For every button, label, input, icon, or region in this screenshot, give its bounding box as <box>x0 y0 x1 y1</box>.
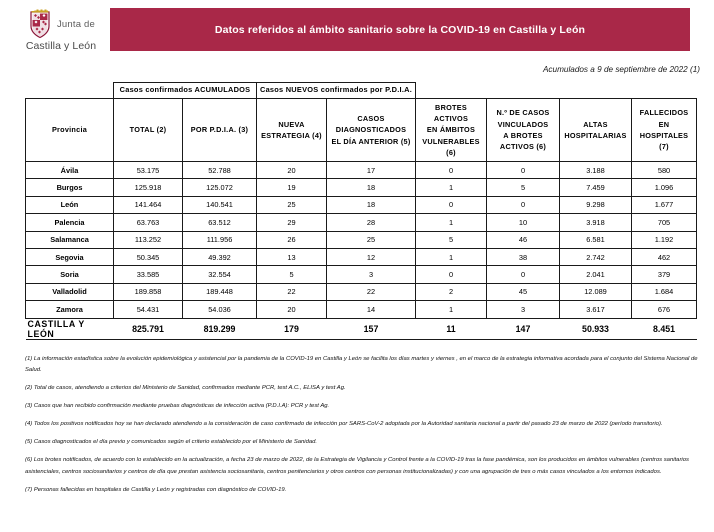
column-header-diagnosticados <box>327 99 416 162</box>
table-cell-total: 63.763 <box>114 214 183 231</box>
column-header-brotes-line-1: BROTES <box>435 102 467 112</box>
table-cell-diagnosticados: 25 <box>327 231 416 248</box>
column-header-diagnosticados-line-1: CASOS <box>357 114 385 124</box>
table-head <box>26 83 697 162</box>
column-header-altas-line-2: HOSPITALARIAS <box>564 131 627 140</box>
table-cell-provincia: Ávila <box>26 162 114 179</box>
table-cell-vinculados: 0 <box>487 196 560 213</box>
table-cell-diagnosticados: 28 <box>327 214 416 231</box>
table-cell-vinculados: 3 <box>487 301 560 318</box>
column-header-provincia: Provincia <box>26 99 114 162</box>
table-group-header-row <box>26 83 697 99</box>
table-row <box>26 248 697 265</box>
table-cell-diagnosticados: 18 <box>327 196 416 213</box>
column-header-brotes-line-4: VULNERABLES <box>422 136 480 146</box>
footnote-4: (4) Todos los positivos notificados hoy se han declarado atendiendo a la consideración de caso confirmado de infección por SARS-CoV-2 adoptada por la Autoridad sanitaria nacional a partir del pasado 23 de marzo de 2022 (período transitorio). <box>25 421 663 428</box>
column-header-brotes-line-3: EN ÁMBITOS <box>426 125 476 135</box>
table-total-cell-por-pdia: 819.299 <box>183 318 257 339</box>
table-cell-diagnosticados: 17 <box>327 162 416 179</box>
table-cell-vinculados: 38 <box>487 248 560 265</box>
table-total-cell-provincia: CASTILLA Y LEÓN <box>26 318 114 339</box>
table-row <box>26 301 697 318</box>
table-cell-por-pdia: 189.448 <box>183 283 257 300</box>
group-header-spacer <box>26 83 114 99</box>
table-row <box>26 196 697 213</box>
column-header-brotes-line-2: ACTIVOS <box>433 114 469 124</box>
table-container <box>0 74 714 340</box>
table-cell-por-pdia: 54.036 <box>183 301 257 318</box>
table-cell-fallecidos: 1.192 <box>632 231 697 248</box>
table-cell-por-pdia: 125.072 <box>183 179 257 196</box>
table-cell-provincia: Zamora <box>26 301 114 318</box>
junta-logo <box>0 0 108 52</box>
column-header-nueva-estrategia <box>257 99 327 162</box>
table-cell-fallecidos: 1.684 <box>632 283 697 300</box>
table-cell-total: 54.431 <box>114 301 183 318</box>
table-cell-fallecidos: 462 <box>632 248 697 265</box>
table-cell-altas: 3.188 <box>560 162 632 179</box>
table-cell-brotes: 1 <box>416 214 487 231</box>
column-header-brotes-line-5: (6) <box>446 147 456 157</box>
table-cell-diagnosticados: 3 <box>327 266 416 283</box>
covid-data-table <box>25 82 697 340</box>
footnotes-section <box>0 340 714 497</box>
logo-line-2: Castilla y León <box>25 40 97 52</box>
table-cell-fallecidos: 1.677 <box>632 196 697 213</box>
table-cell-por-pdia: 111.956 <box>183 231 257 248</box>
table-cell-diagnosticados: 14 <box>327 301 416 318</box>
footnote-6: (6) Los brotes notificados, de acuerdo con lo establecido en la actualización, a fecha 23 de marzo de 2022, de la Estrategia de Vigilancia y Control frente a la COVID-19 tras la fase pandémica, son los producidos en ámbitos vulnerables (centros sanitarios asistenciales, centros sociosanitarios y centros de día que prestan asistencia sociosanitaria, centros penitenciarios y otros centros con personas institucionalizadas) y con una agrupación de tres o más casos vinculados a los entornos indicados. <box>25 457 689 475</box>
title-banner <box>110 8 690 51</box>
table-cell-altas: 3.918 <box>560 214 632 231</box>
table-cell-altas: 2.041 <box>560 266 632 283</box>
table-cell-por-pdia: 49.392 <box>183 248 257 265</box>
table-row <box>26 231 697 248</box>
logo-crest-row <box>27 9 95 39</box>
column-header-diagnosticados-line-2: DIAGNOSTICADOS <box>335 125 407 135</box>
table-cell-brotes: 0 <box>416 266 487 283</box>
table-cell-provincia: León <box>26 196 114 213</box>
table-row <box>26 214 697 231</box>
table-cell-altas: 2.742 <box>560 248 632 265</box>
table-cell-por-pdia: 140.541 <box>183 196 257 213</box>
table-cell-provincia: Valladolid <box>26 283 114 300</box>
table-cell-provincia: Burgos <box>26 179 114 196</box>
group-header-spacer-fallecidos <box>632 83 697 99</box>
table-cell-nueva-estrategia: 26 <box>257 231 327 248</box>
table-cell-altas: 7.459 <box>560 179 632 196</box>
column-header-vinculados-line-1: N.º DE CASOS <box>496 108 550 118</box>
table-cell-altas: 12.089 <box>560 283 632 300</box>
column-header-nueva-estrategia-line-2: ESTRATEGIA (4) <box>261 131 322 140</box>
group-header-spacer-vinculados <box>487 83 560 99</box>
footnote-2: (2) Total de casos, atendiendo a criterios del Ministerio de Sanidad, confirmados mediante PCR, test A.C., ELISA y test Ag. <box>25 385 346 392</box>
table-cell-por-pdia: 32.554 <box>183 266 257 283</box>
table-cell-brotes: 0 <box>416 162 487 179</box>
column-header-fallecidos-line-3: HOSPITALES <box>639 131 689 140</box>
table-cell-vinculados: 0 <box>487 266 560 283</box>
table-cell-total: 189.858 <box>114 283 183 300</box>
accumulated-note: Acumulados a 9 de septiembre de 2022 (1) <box>542 65 700 74</box>
table-body <box>26 162 697 340</box>
column-header-vinculados-line-2: VINCULADOS <box>497 119 549 129</box>
table-row <box>26 162 697 179</box>
table-total-row <box>26 318 697 339</box>
table-cell-vinculados: 46 <box>487 231 560 248</box>
table-cell-vinculados: 45 <box>487 283 560 300</box>
table-row <box>26 283 697 300</box>
column-header-vinculados-line-3: A BROTES <box>503 131 543 140</box>
table-cell-diagnosticados: 18 <box>327 179 416 196</box>
table-cell-nueva-estrategia: 19 <box>257 179 327 196</box>
column-header-fallecidos <box>632 99 697 162</box>
table-cell-nueva-estrategia: 22 <box>257 283 327 300</box>
table-cell-provincia: Segovia <box>26 248 114 265</box>
column-header-vinculados-line-4: ACTIVOS (6) <box>499 142 547 152</box>
table-cell-brotes: 1 <box>416 248 487 265</box>
table-cell-total: 141.464 <box>114 196 183 213</box>
table-cell-fallecidos: 676 <box>632 301 697 318</box>
table-cell-por-pdia: 52.788 <box>183 162 257 179</box>
table-cell-provincia: Soria <box>26 266 114 283</box>
page-title: Datos referidos al ámbito sanitario sobre la COVID-19 en Castilla y León <box>214 23 586 36</box>
table-row <box>26 266 697 283</box>
table-cell-fallecidos: 580 <box>632 162 697 179</box>
group-header-acumulados: Casos confirmados ACUMULADOS <box>114 83 257 99</box>
table-cell-brotes: 1 <box>416 179 487 196</box>
table-cell-nueva-estrategia: 20 <box>257 301 327 318</box>
table-cell-fallecidos: 705 <box>632 214 697 231</box>
column-header-por-pdia <box>183 99 257 162</box>
table-cell-altas: 6.581 <box>560 231 632 248</box>
table-total-cell-total: 825.791 <box>114 318 183 339</box>
table-cell-provincia: Salamanca <box>26 231 114 248</box>
column-header-por-pdia-line-1: POR P.D.I.A. (3) <box>190 125 249 135</box>
column-header-vinculados <box>487 99 560 162</box>
table-cell-provincia: Palencia <box>26 214 114 231</box>
table-total-cell-brotes: 11 <box>416 318 487 339</box>
table-cell-total: 33.585 <box>114 266 183 283</box>
table-cell-nueva-estrategia: 25 <box>257 196 327 213</box>
table-cell-altas: 9.298 <box>560 196 632 213</box>
column-header-fallecidos-line-4: (7) <box>659 142 669 152</box>
group-header-spacer-altas <box>560 83 632 99</box>
table-cell-diagnosticados: 22 <box>327 283 416 300</box>
table-total-cell-altas: 50.933 <box>560 318 632 339</box>
table-cell-fallecidos: 1.096 <box>632 179 697 196</box>
column-header-total-line-1: TOTAL (2) <box>129 125 167 135</box>
table-cell-fallecidos: 379 <box>632 266 697 283</box>
table-cell-altas: 3.617 <box>560 301 632 318</box>
table-column-header-row <box>26 99 697 162</box>
footnote-1: (1) La información estadística sobre la evolución epidemiológica y asistencial por la pandemia de la COVID-19 en Castilla y León se facilita los días martes y viernes , en el marco de la estrategia informativa acordada para el conjunto del Sistema Nacional de Salud. <box>25 355 698 374</box>
table-cell-total: 113.252 <box>114 231 183 248</box>
page-header <box>0 0 714 60</box>
table-cell-nueva-estrategia: 20 <box>257 162 327 179</box>
column-header-altas-line-1: ALTAS <box>583 119 608 129</box>
table-cell-por-pdia: 63.512 <box>183 214 257 231</box>
table-cell-diagnosticados: 12 <box>327 248 416 265</box>
table-cell-total: 125.918 <box>114 179 183 196</box>
table-cell-brotes: 5 <box>416 231 487 248</box>
table-cell-nueva-estrategia: 13 <box>257 248 327 265</box>
table-total-cell-nueva-estrategia: 179 <box>257 318 327 339</box>
table-cell-total: 50.345 <box>114 248 183 265</box>
logo-line-1: Junta de <box>56 18 96 30</box>
table-cell-nueva-estrategia: 29 <box>257 214 327 231</box>
column-header-altas <box>560 99 632 162</box>
table-cell-brotes: 0 <box>416 196 487 213</box>
footnote-5: (5) Casos diagnosticados el día previo y comunicados según el criterio establecido por el Ministerio de Sanidad. <box>25 439 318 446</box>
table-total-cell-fallecidos: 8.451 <box>632 318 697 339</box>
table-cell-nueva-estrategia: 5 <box>257 266 327 283</box>
table-cell-total: 53.175 <box>114 162 183 179</box>
table-cell-vinculados: 5 <box>487 179 560 196</box>
table-cell-vinculados: 0 <box>487 162 560 179</box>
table-cell-brotes: 1 <box>416 301 487 318</box>
table-cell-brotes: 2 <box>416 283 487 300</box>
column-header-diagnosticados-line-3: EL DÍA ANTERIOR (5) <box>331 136 411 146</box>
table-row <box>26 179 697 196</box>
table-cell-vinculados: 10 <box>487 214 560 231</box>
table-total-cell-vinculados: 147 <box>487 318 560 339</box>
coat-of-arms-icon <box>27 9 53 39</box>
group-header-nuevos: Casos NUEVOS confirmados por P.D.I.A. <box>257 83 416 99</box>
column-header-brotes <box>416 99 487 162</box>
column-header-fallecidos-line-1: FALLECIDOS <box>639 108 689 118</box>
group-header-spacer-brotes <box>416 83 487 99</box>
column-header-nueva-estrategia-line-1: NUEVA <box>278 119 305 129</box>
footnote-7: (7) Personas fallecidas en hospitales de Castilla y León y registradas con diagnóstico de COVID-19. <box>25 486 287 493</box>
column-header-total <box>114 99 183 162</box>
column-header-fallecidos-line-2: EN <box>658 119 670 129</box>
footnote-3: (3) Casos que han recibido confirmación mediante pruebas diagnósticas de infección activa (P.D.I.A): PCR y test Ag. <box>25 403 330 410</box>
table-total-cell-diagnosticados: 157 <box>327 318 416 339</box>
